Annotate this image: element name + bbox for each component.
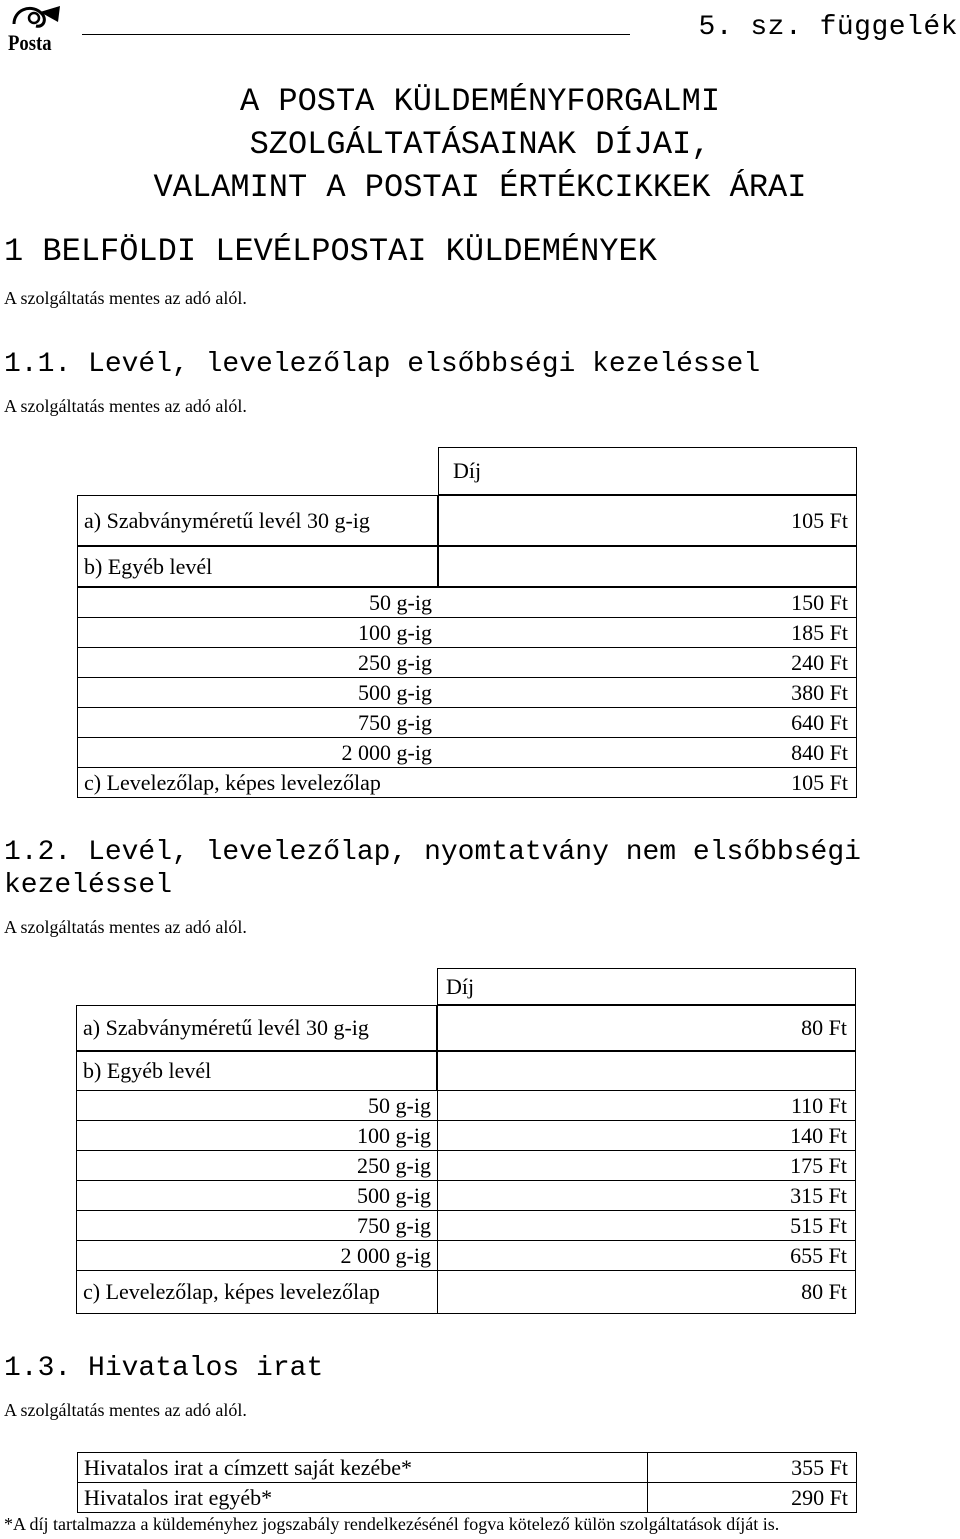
item-price: 80 Ft xyxy=(436,1005,856,1051)
empty-cell xyxy=(436,1051,856,1091)
item-price: 105 Ft xyxy=(437,495,857,546)
logo-text: Posta xyxy=(8,30,52,55)
table-row xyxy=(77,617,857,648)
tax-note: A szolgáltatás mentes az adó alól. xyxy=(4,1400,247,1420)
table-row xyxy=(76,1150,856,1181)
table-row xyxy=(77,1482,857,1513)
title-line: A POSTA KÜLDEMÉNYFORGALMI xyxy=(239,83,721,120)
section-heading: 1 BELFÖLDI LEVÉLPOSTAI KÜLDEMÉNYEK xyxy=(4,233,657,270)
item-label: Hivatalos irat a címzett saját kezébe* xyxy=(84,1455,413,1480)
posta-logo xyxy=(4,2,66,60)
table-row xyxy=(77,1452,857,1483)
tax-note: A szolgáltatás mentes az adó alól. xyxy=(4,396,247,416)
item-price: 105 Ft xyxy=(791,770,848,795)
weight-price: 185 Ft xyxy=(791,620,848,645)
table-row xyxy=(77,587,857,618)
weight-label: 750 g-ig xyxy=(357,1213,431,1238)
table-row xyxy=(77,767,857,798)
section-heading: 1.3. Hivatalos irat xyxy=(4,1353,324,1384)
item-price: 80 Ft xyxy=(801,1279,847,1304)
tax-note: A szolgáltatás mentes az adó alól. xyxy=(4,917,247,937)
heading-line: kezeléssel xyxy=(4,870,173,901)
section-heading xyxy=(4,836,861,902)
weight-label: 250 g-ig xyxy=(358,650,432,675)
document-title xyxy=(0,80,960,209)
weight-label: 50 g-ig xyxy=(369,590,432,615)
weight-label: 100 g-ig xyxy=(358,620,432,645)
table-row xyxy=(77,647,857,678)
weight-price: 140 Ft xyxy=(790,1123,847,1148)
table-row xyxy=(77,677,857,708)
table-row xyxy=(76,1210,856,1241)
appendix-label: 5. sz. függelék xyxy=(698,12,958,43)
weight-price: 640 Ft xyxy=(791,710,848,735)
table-row xyxy=(77,707,857,738)
weight-price: 240 Ft xyxy=(791,650,848,675)
table-row xyxy=(76,1120,856,1151)
header-rule xyxy=(82,34,630,35)
weight-label: 2 000 g-ig xyxy=(340,1243,431,1268)
item-label: a) Szabványméretű levél 30 g-ig xyxy=(77,495,439,546)
table-row xyxy=(76,1270,856,1314)
section-heading: 1.1. Levél, levelezőlap elsőbbségi kezeléssel xyxy=(4,349,761,380)
weight-price: 515 Ft xyxy=(790,1213,847,1238)
weight-price: 315 Ft xyxy=(790,1183,847,1208)
table-row xyxy=(76,1240,856,1271)
item-label: b) Egyéb levél xyxy=(77,546,439,587)
item-label: b) Egyéb levél xyxy=(76,1051,438,1091)
weight-label: 250 g-ig xyxy=(357,1153,431,1178)
item-label: Hivatalos irat egyéb* xyxy=(84,1485,273,1510)
weight-label: 100 g-ig xyxy=(357,1123,431,1148)
weight-label: 500 g-ig xyxy=(358,680,432,705)
item-label: c) Levelezőlap, képes levelezőlap xyxy=(83,1279,380,1304)
item-label: c) Levelezőlap, képes levelezőlap xyxy=(84,770,381,795)
column-divider xyxy=(437,1090,438,1314)
title-line: SZOLGÁLTATÁSAINAK DÍJAI, xyxy=(249,126,711,163)
fee-header: Díj xyxy=(437,968,856,1005)
column-divider xyxy=(647,1452,648,1513)
weight-label: 2 000 g-ig xyxy=(341,740,432,765)
weight-price: 840 Ft xyxy=(791,740,848,765)
fee-header: Díj xyxy=(438,447,857,495)
title-line: VALAMINT A POSTAI ÉRTÉKCIKKEK ÁRAI xyxy=(153,169,807,206)
item-label: a) Szabványméretű levél 30 g-ig xyxy=(76,1005,438,1051)
weight-price: 175 Ft xyxy=(790,1153,847,1178)
footnote: *A díj tartalmazza a küldeményhez jogszabály rendelkezésénél fogva kötelező külön szolgáltatások díját is. xyxy=(4,1514,780,1534)
table-row xyxy=(76,1180,856,1211)
table-row xyxy=(76,1090,856,1121)
weight-price: 380 Ft xyxy=(791,680,848,705)
weight-label: 750 g-ig xyxy=(358,710,432,735)
empty-cell xyxy=(437,546,857,587)
tax-note: A szolgáltatás mentes az adó alól. xyxy=(4,288,247,308)
weight-label: 500 g-ig xyxy=(357,1183,431,1208)
weight-price: 150 Ft xyxy=(791,590,848,615)
weight-price: 110 Ft xyxy=(790,1093,847,1118)
item-price: 355 Ft xyxy=(791,1455,848,1480)
item-price: 290 Ft xyxy=(791,1485,848,1510)
weight-price: 655 Ft xyxy=(790,1243,847,1268)
heading-line: 1.2. Levél, levelezőlap, nyomtatvány nem elsőbbségi xyxy=(4,837,861,868)
weight-label: 50 g-ig xyxy=(368,1093,431,1118)
table-row xyxy=(77,737,857,768)
